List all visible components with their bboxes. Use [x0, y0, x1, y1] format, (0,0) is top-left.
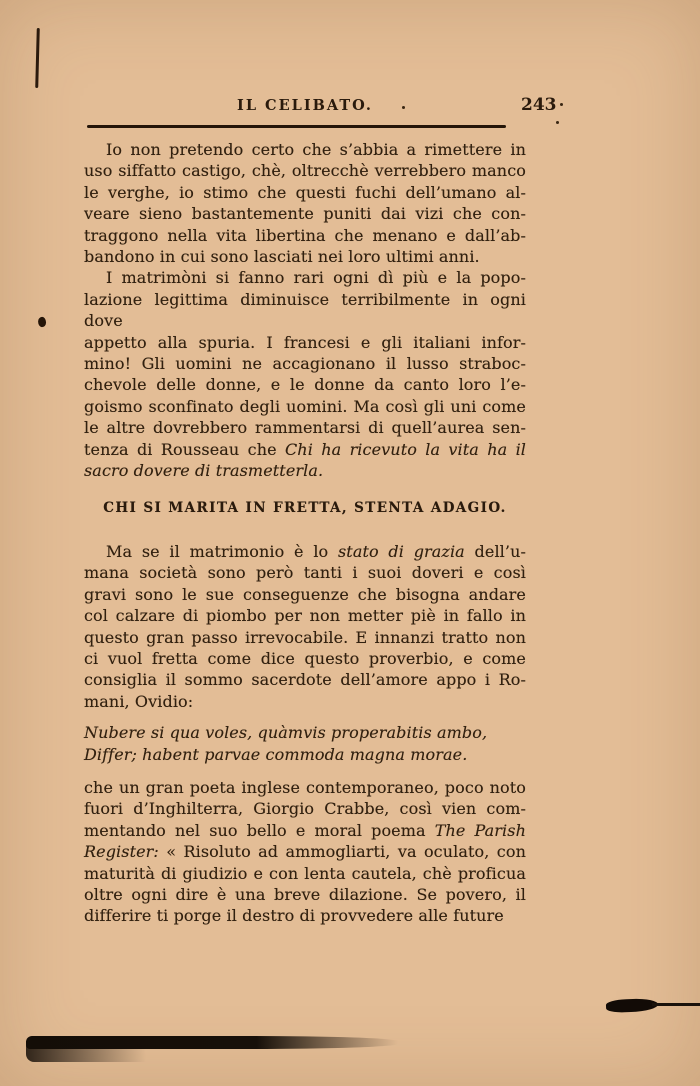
text-segment: lazione legittima diminuisce terribilmente in ogni dove — [84, 289, 526, 331]
page-header — [84, 95, 557, 117]
text-line — [84, 863, 526, 884]
scan-artifact-margin-mark — [37, 316, 48, 328]
text-line — [84, 820, 526, 841]
text-line — [84, 562, 526, 583]
scan-artifact-page-edge-bar — [26, 1036, 398, 1049]
text-segment: col calzare di piombo per non metter piè in fallo in — [84, 606, 526, 626]
text-line — [84, 246, 526, 267]
text-line — [84, 182, 526, 203]
italic-text-segment: Chi ha ricevuto la vita ha il — [284, 439, 526, 459]
text-line — [84, 417, 526, 438]
text-line — [84, 439, 526, 460]
running-title: IL CELIBATO. — [237, 97, 373, 114]
text-line — [84, 203, 526, 224]
text-segment: maturità di giudizio e con lenta cautela, chè proficua — [84, 863, 526, 883]
text-segment: consiglia il sommo sacerdote dell’amore appo i Ro- — [84, 670, 526, 690]
text-segment: « Risoluto ad ammogliarti, va oculato, con — [158, 842, 526, 862]
italic-text-segment: Differ; habent parvae commoda magna morae. — [84, 744, 468, 764]
text-segment: oltre ogni dire è una breve dilazione. Se povero, il — [84, 885, 526, 904]
text-line — [84, 722, 526, 743]
page-number: 243 — [521, 95, 557, 115]
text-segment: tenza di Rousseau che — [84, 439, 285, 459]
text-segment: uso siffatto castigo, chè, oltrecchè verrebbero manco — [84, 161, 526, 181]
text-line — [84, 160, 526, 181]
text-line — [84, 744, 526, 765]
paragraph — [84, 541, 526, 712]
text-line — [84, 139, 526, 160]
verse-block — [84, 722, 526, 765]
text-segment: chevole delle donne, e le donne da canto loro l’e- — [84, 375, 526, 395]
text-segment: mino! Gli uomini ne accagionano il lusso straboc- — [84, 354, 526, 374]
text-line — [84, 648, 526, 669]
text-line — [84, 669, 526, 690]
italic-text-segment: Register: — [84, 842, 159, 862]
text-line — [84, 605, 526, 626]
text-segment: appetto alla spuria. I francesi e gli italiani infor- — [84, 332, 526, 352]
text-segment: le verghe, io stimo che questi fuchi dell’umano al- — [84, 182, 526, 202]
text-line — [84, 584, 526, 605]
text-segment: mana società sono però tanti i suoi doveri e così — [84, 563, 526, 583]
scan-artifact-ink-blob — [606, 998, 658, 1013]
text-segment: bandono in cui sono lasciati nei loro ultimi anni. — [84, 247, 480, 267]
text-segment: fuori d’Inghilterra, Giorgio Crabbe, così vien com- — [84, 799, 526, 819]
text-line — [84, 627, 526, 648]
text-segment: dell’u- — [464, 541, 526, 561]
text-line — [84, 396, 526, 417]
paragraph — [84, 139, 526, 267]
text-line — [84, 332, 526, 353]
text-segment: traggono nella vita libertina che menano e dall’ab- — [84, 225, 526, 245]
text-line — [84, 353, 526, 374]
text-segment: questo gran passo irrevocabile. E innanzi tratto non — [84, 627, 526, 647]
italic-text-segment: sacro dovere di trasmetterla. — [84, 461, 324, 481]
text-line — [84, 777, 526, 798]
paragraph — [84, 777, 526, 927]
text-segment: che un gran poeta inglese contemporaneo, poco noto — [84, 777, 526, 797]
text-segment: I matrimòni si fanno rari ogni dì più e la popo- — [106, 268, 526, 288]
scan-artifact-ink-tail — [652, 1003, 700, 1006]
text-segment: veare sieno bastantemente puniti dai vizi che con- — [84, 204, 526, 224]
text-segment: differire ti porge il destro di provvedere alle future — [84, 906, 504, 926]
scan-artifact-speck — [556, 121, 559, 124]
scan-artifact-topleft-line — [35, 28, 40, 88]
text-line — [84, 691, 526, 712]
text-line — [84, 841, 526, 862]
text-line — [84, 541, 526, 562]
scan-artifact-page-edge-shadow — [26, 1044, 146, 1062]
text-line — [84, 460, 526, 481]
text-segment: mani, Ovidio: — [84, 691, 194, 711]
section-heading: CHI SI MARITA IN FRETTA, STENTA ADAGIO. — [103, 499, 507, 516]
paragraph — [84, 267, 526, 481]
text-line — [84, 225, 526, 246]
text-segment: gravi sono le sue conseguenze che bisogna andare — [84, 584, 526, 604]
text-column — [84, 139, 526, 927]
header-rule — [87, 125, 506, 128]
text-segment: mentando nel suo bello e moral poema — [84, 820, 435, 840]
italic-text-segment: The Parish — [434, 820, 526, 840]
italic-text-segment: stato di grazia — [337, 541, 465, 561]
italic-text-segment: Nubere si qua voles, quàmvis properabitis ambo, — [84, 723, 488, 743]
text-segment: le altre dovrebbero rammentarsi di quell’aurea sen- — [84, 418, 526, 438]
text-line — [84, 289, 526, 332]
text-line — [84, 374, 526, 395]
text-line — [84, 267, 526, 288]
text-line — [84, 905, 526, 926]
text-line — [84, 798, 526, 819]
text-line — [84, 884, 526, 905]
text-segment: Io non pretendo certo che s’abbia a rimettere in — [106, 140, 526, 159]
text-segment: goismo sconfinato degli uomini. Ma così gli uni come — [84, 396, 526, 416]
text-segment: Ma se il matrimonio è lo — [106, 541, 338, 561]
scan-artifact-speck — [560, 103, 563, 106]
text-segment: ci vuol fretta come dice questo proverbio, e come — [84, 648, 526, 668]
